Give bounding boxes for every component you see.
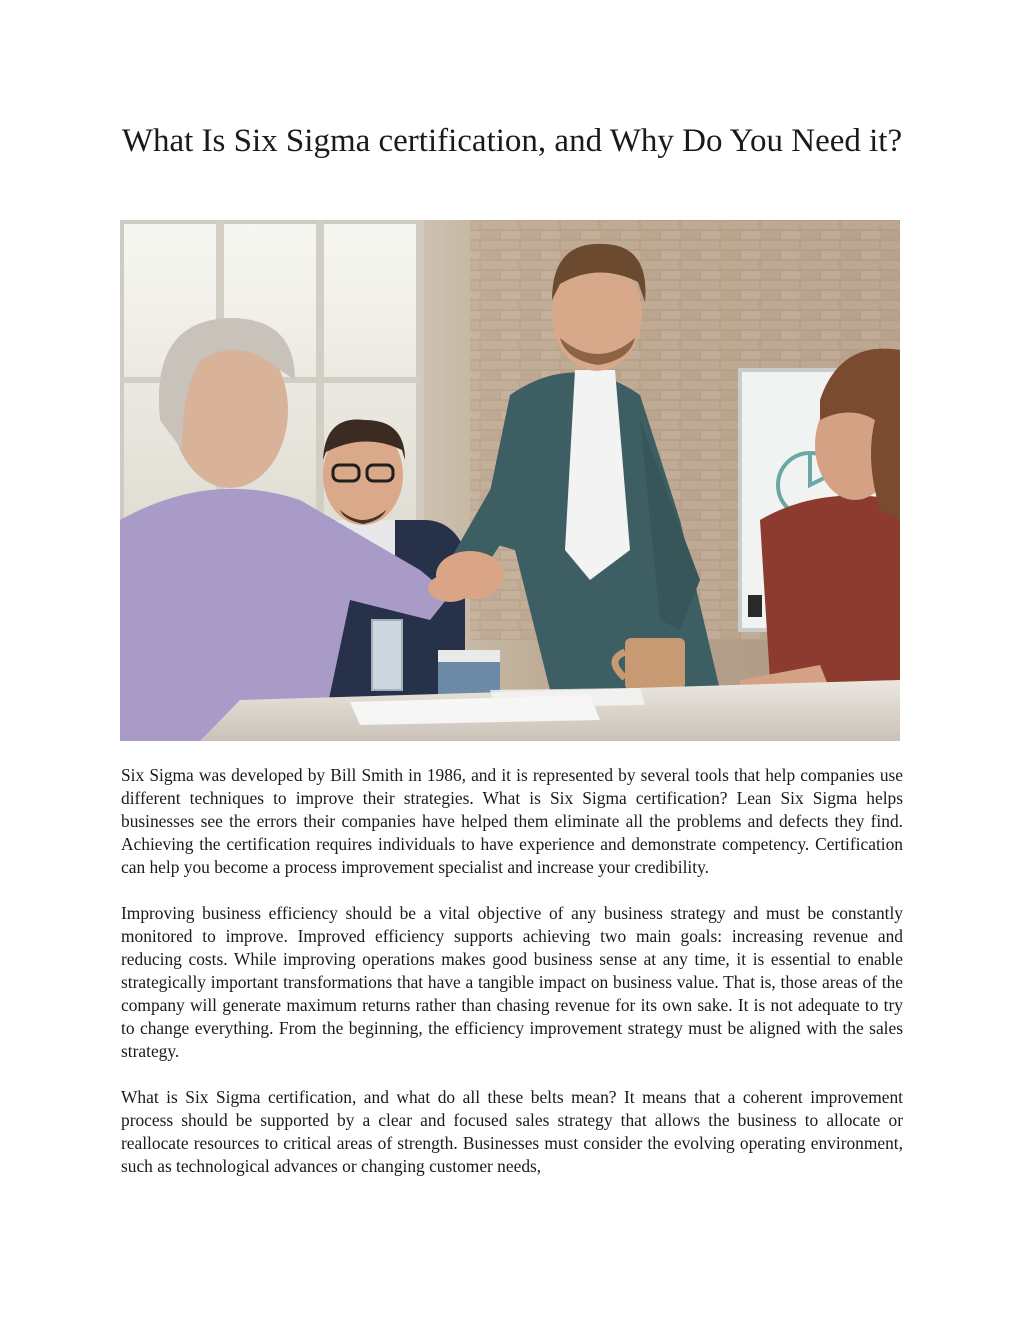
paragraph: What is Six Sigma certification, and what do all these belts mean? It means that a coherent improvement process should be supported by a clear and focused sales strategy that allows the business to allocate or reallocate resources to critical areas of strength. Businesses must consider the evolving operating environment, such as technological advances or changing customer needs, <box>121 1087 903 1176</box>
paragraph: Improving business efficiency should be a vital objective of any business strategy and must be constantly monitored to improve. Improved efficiency supports achieving two main goals: increasing revenue and reducing costs. While improving operations makes good business sense at any time, it is essential to enable strategically important transformations that have a tangible impact on business value. That is, those areas of the company will generate maximum returns rather than chasing revenue for its own sake. It is not adequate to try to change everything. From the beginning, the efficiency improvement strategy must be aligned with the sales strategy. <box>121 903 903 1061</box>
business-handshake-photo <box>120 220 900 741</box>
document-title: What Is Six Sigma certification, and Why Do You Need it? <box>121 123 903 159</box>
paragraph: Six Sigma was developed by Bill Smith in 1986, and it is represented by several tools that help companies use different techniques to improve their strategies. What is Six Sigma certification? Lean Six Sigma helps businesses see the errors their companies have helped them eliminate all the problems and defects they find. Achieving the certification requires individuals to have experience and demonstrate competency. Certification can help you become a process improvement specialist and increase your credibility. <box>121 765 903 877</box>
article-body <box>121 764 903 1201</box>
photo-illustration <box>120 220 900 741</box>
